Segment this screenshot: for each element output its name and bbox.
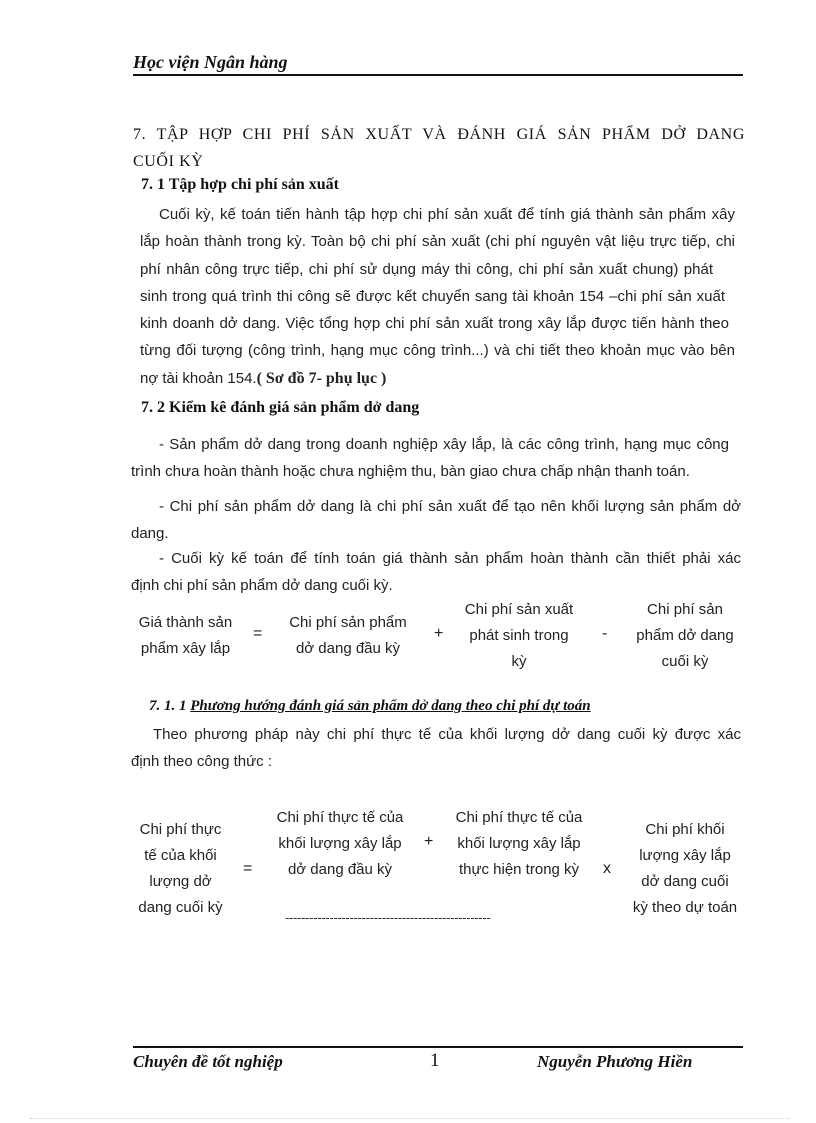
formula-text: khối lượng xây lắp — [457, 835, 581, 852]
page-number: 1 — [430, 1050, 440, 1071]
formula-text: Chi phí sản — [647, 601, 723, 618]
formula-text: dở dang đầu kỳ — [295, 640, 401, 657]
page-bottom-border — [30, 1118, 790, 1119]
page-header-title: Học viện Ngân hàng — [133, 52, 288, 72]
formula-text: Chi phí thực tế của — [276, 809, 404, 826]
paragraph-line: Theo phương pháp này chi phí thực tế của khối lượng dở dang cuối kỳ được xác — [153, 726, 741, 743]
formula1-term-period-cost — [456, 597, 582, 675]
paragraph-line: Cuối kỳ, kế toán tiến hành tập hợp chi phí sản xuất để tính giá thành sản phẩm xây — [159, 206, 735, 223]
formula2-divider: --------------------------------------------------- — [285, 910, 491, 925]
paragraph-line: - Sản phẩm dở dang trong doanh nghiệp xây lắp, là các công trình, hạng mục công — [159, 436, 729, 453]
formula-text: thực hiện trong kỳ — [458, 861, 580, 878]
paragraph-line: định theo công thức : — [131, 753, 272, 770]
footer-rule — [133, 1046, 743, 1048]
formula2-term-estimate — [625, 817, 745, 921]
footer-left-text: Chuyên đề tốt nghiệp — [133, 1052, 283, 1071]
formula-text: lượng dở — [149, 873, 212, 890]
paragraph-line: - Cuối kỳ kế toán để tính toán giá thành sản phẩm hoàn thành cần thiết phải xác — [159, 550, 741, 567]
formula2-equals: = — [243, 860, 253, 877]
formula-text: khối lượng xây lắp — [278, 835, 402, 852]
paragraph-7-2a — [131, 431, 729, 485]
paragraph-line: phí nhân công trực tiếp, chi phí sử dụng máy thi công, chi phí sản xuất chung) phát — [140, 260, 713, 278]
formula-text: tế của khối — [144, 847, 217, 864]
formula-text: cuối kỳ — [661, 653, 709, 670]
paragraph-line: dang. — [131, 525, 169, 542]
section-title-line1: 7. TẬP HỢP CHI PHÍ SẢN XUẤT VÀ ĐÁNH GIÁ SẢN PHẨM DỞ DANG — [133, 126, 745, 143]
header-rule — [133, 74, 743, 76]
heading-7-1-1 — [149, 698, 591, 715]
paragraph-line — [140, 365, 735, 392]
formula2-times: x — [603, 860, 611, 877]
formula1-term-opening-wip — [278, 610, 418, 662]
paragraph-line: kinh doanh dở dang. Việc tổng hợp chi phí sản xuất trong xây lắp được tiến hành theo — [140, 315, 729, 333]
formula1-minus: - — [602, 625, 608, 642]
formula2-term-period-actual — [444, 805, 594, 883]
heading-7-1: 7. 1 Tập hợp chi phí sản xuất — [141, 176, 339, 193]
section-title — [133, 121, 745, 175]
formula-text: lượng xây lắp — [639, 847, 731, 864]
formula-text: dang cuối kỳ — [138, 899, 223, 916]
formula-text: Chi phí khối — [645, 821, 725, 838]
paragraph-7-2c — [131, 545, 741, 599]
paragraph-last-text: nợ tài khoản 154. — [140, 369, 257, 387]
heading-number: 7. 1. 1 — [149, 698, 191, 714]
formula-text: kỳ — [511, 653, 527, 670]
paragraph-7-1-1 — [131, 721, 741, 775]
heading-7-2: 7. 2 Kiểm kê đánh giá sản phẩm dở dang — [141, 399, 420, 416]
paragraph-line: lắp hoàn thành trong kỳ. Toàn bộ chi phí sản xuất (chi phí nguyên vật liệu trực tiếp, chi — [140, 233, 735, 251]
formula-text: Chi phí sản phẩm — [289, 614, 407, 631]
heading-text: Phương hướng đánh giá sản phẩm dở dang theo chi phí dự toán — [190, 698, 591, 714]
formula2-plus: + — [424, 833, 434, 850]
formula-text: Chi phí sản xuất — [464, 601, 574, 618]
paragraph-7-2b — [131, 493, 741, 547]
paragraph-line: định chi phí sản phẩm dở dang cuối kỳ. — [131, 577, 393, 594]
paragraph-7-1 — [140, 201, 735, 392]
formula2-term-opening-wip — [265, 805, 415, 883]
formula-text: Chi phí thực — [139, 821, 222, 838]
formula1-term-cost-price — [128, 610, 243, 662]
paragraph-line: - Chi phí sản phẩm dở dang là chi phí sản xuất để tạo nên khối lượng sản phẩm dở — [159, 498, 741, 515]
formula2-term-closing-wip-actual — [128, 817, 233, 921]
formula-text: phẩm dở dang — [636, 627, 734, 644]
paragraph-line: sinh trong quá trình thi công sẽ được kết chuyển sang tài khoản 154 –chi phí sản xuất — [140, 287, 725, 305]
section-title-line2: CUỐI KỲ — [133, 153, 204, 170]
formula-text: phát sinh trong — [469, 627, 569, 644]
formula-text: Chi phí thực tế của — [455, 809, 583, 826]
formula-text: phẩm xây lắp — [140, 640, 231, 657]
formula-text: kỳ theo dự toán — [632, 899, 738, 916]
formula1-equals: = — [253, 625, 263, 642]
formula-text: Giá thành sản — [138, 614, 233, 631]
formula1-term-closing-wip — [625, 597, 745, 675]
formula-text: dở dang đầu kỳ — [287, 861, 393, 878]
paragraph-line: từng đối tượng (công trình, hạng mục công trình...) và chi tiết theo khoản mục vào bên — [140, 342, 735, 360]
footer-author: Nguyễn Phương Hiền — [537, 1052, 693, 1071]
paragraph-line: trình chưa hoàn thành hoặc chưa nghiệm thu, bàn giao chưa chấp nhận thanh toán. — [131, 463, 690, 480]
appendix-reference: ( Sơ đồ 7- phụ lục ) — [256, 369, 387, 387]
formula-text: dở dang cuối — [641, 873, 729, 890]
formula1-plus: + — [434, 625, 444, 642]
